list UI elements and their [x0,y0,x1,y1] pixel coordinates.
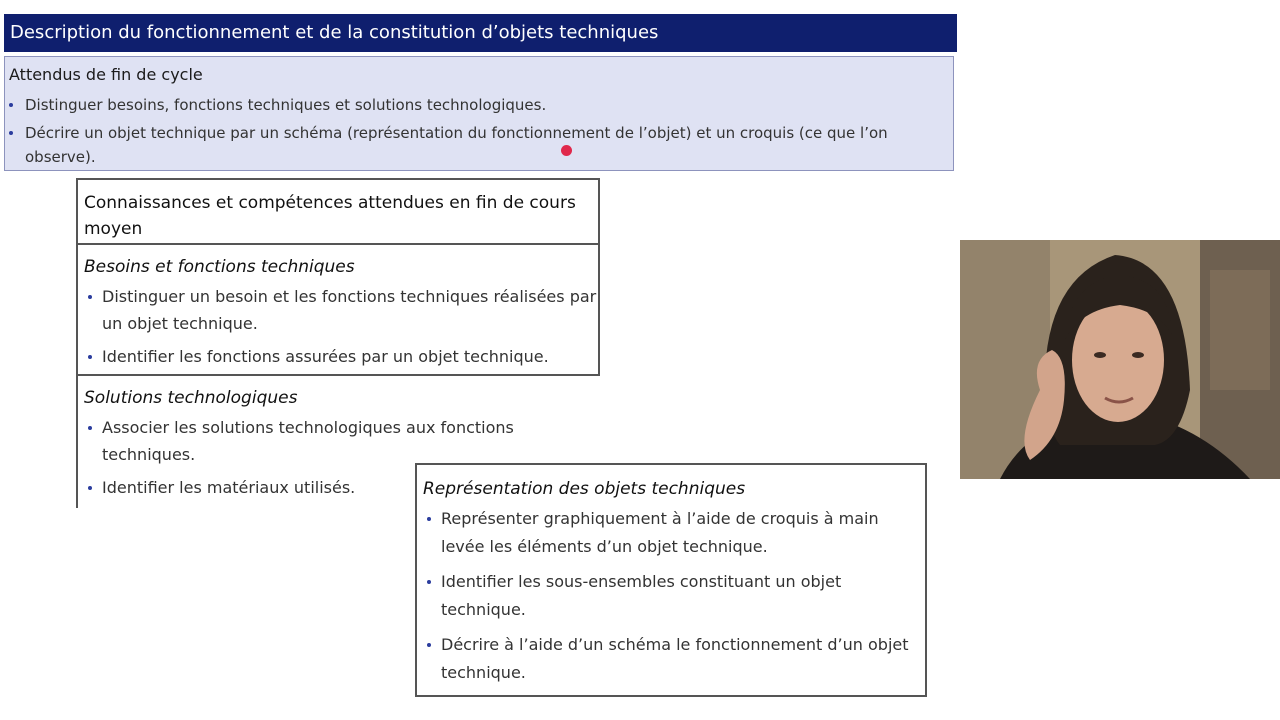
list-item-text: Décrire un objet technique par un schéma (représentation du fonctionnement de l’objet) et un croquis (ce que l’on observe). [25,124,888,166]
list-item [78,343,598,370]
cycle-expectations-panel [4,56,954,171]
bullet-icon [427,580,431,584]
list-item [78,283,598,337]
list-item-text: Identifier les sous-ensembles constituant un objet technique. [441,572,842,619]
list-item [417,568,925,624]
list-item-text: Représenter graphiquement à l’aide de croquis à main levée les éléments d’un objet technique. [441,509,879,556]
list-item [417,505,925,561]
page-title-banner [4,14,957,52]
bullet-icon [88,486,92,490]
list-item-text: Identifier les fonctions assurées par un objet technique. [102,347,549,366]
knowledge-heading: Connaissances et compétences attendues en fin de cours moyen [76,178,600,245]
list-item [5,121,951,169]
bullet-icon [9,131,13,135]
section-title: Besoins et fonctions techniques [84,257,355,277]
page-title: Description du fonctionnement et de la constitution d’objets techniques [10,22,659,43]
list-item-text: Distinguer besoins, fonctions techniques et solutions technologiques. [25,96,547,114]
needs-list [78,283,598,370]
list-item [78,414,600,468]
list-item [5,93,951,117]
bullet-icon [427,517,431,521]
list-item-text: Identifier les matériaux utilisés. [102,478,356,497]
list-item [417,631,925,687]
list-item-text: Distinguer un besoin et les fonctions techniques réalisées par un objet technique. [102,287,597,333]
bullet-icon [88,295,92,299]
needs-section [76,245,600,376]
section-title: Représentation des objets techniques [423,479,746,499]
presenter-silhouette [960,240,1280,479]
bullet-icon [88,355,92,359]
section-title: Solutions technologiques [84,388,298,408]
bullet-icon [88,426,92,430]
cycle-title: Attendus de fin de cycle [9,65,203,84]
list-item-text: Associer les solutions technologiques aux fonctions techniques. [102,418,514,464]
laser-pointer-dot [561,145,572,156]
bullet-icon [9,103,13,107]
knowledge-table [76,178,600,508]
list-item-text: Décrire à l’aide d’un schéma le fonctionnement d’un objet technique. [441,635,909,682]
cycle-list [5,93,951,173]
webcam-video[interactable] [960,240,1280,479]
bullet-icon [427,643,431,647]
representation-list [417,505,925,687]
representation-box [415,463,927,697]
